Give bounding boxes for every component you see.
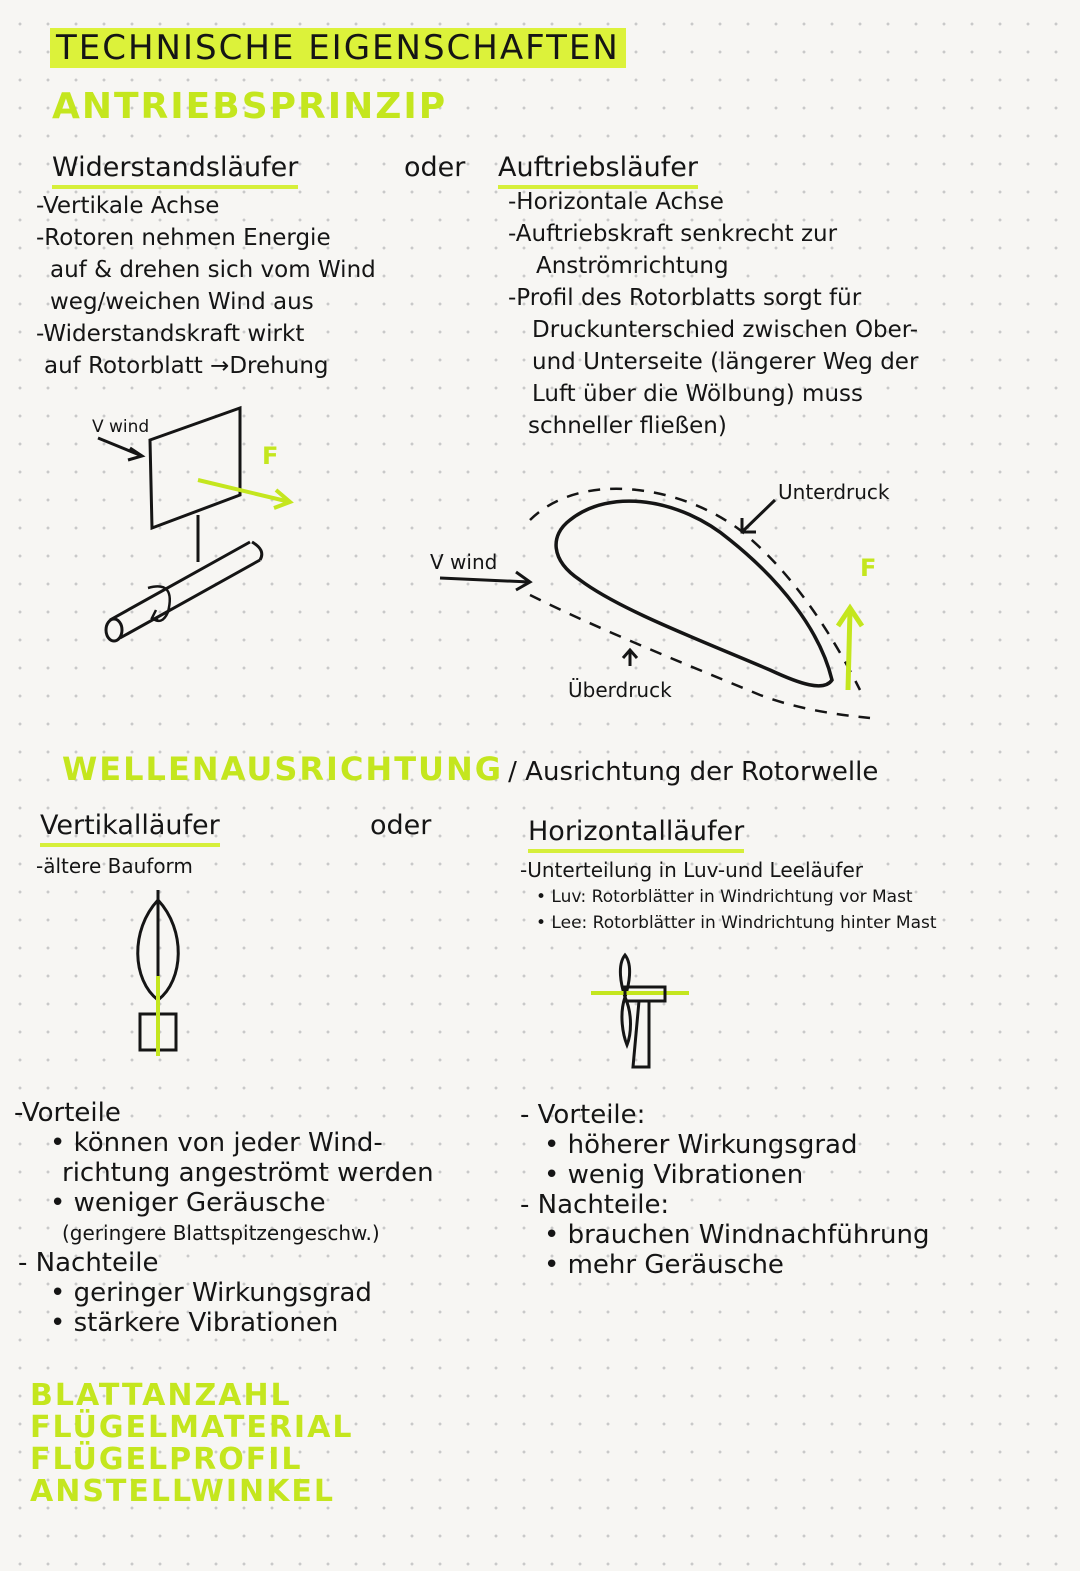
vertikallaeufer-note: -ältere Bauform (36, 854, 193, 878)
list-item: -Unterteilung in Luv-und Leeläufer (520, 858, 863, 882)
topic-fluegelprofil: FLÜGELPROFIL (30, 1442, 303, 1477)
list-item: • Luv: Rotorblätter in Windrichtung vor Mast (536, 887, 913, 907)
list-item: richtung angeströmt werden (62, 1158, 434, 1188)
list-item: -Profil des Rotorblatts sorgt für (508, 285, 862, 311)
list-item: Anströmrichtung (536, 253, 729, 279)
horizontallaeufer-notes (520, 856, 937, 936)
list-item: • wenig Vibrationen (544, 1160, 804, 1190)
list-item: - Nachteile: (520, 1190, 670, 1220)
list-item: Druckunterschied zwischen Ober- (532, 317, 919, 343)
section-heading-antriebsprinzip: ANTRIEBSPRINZIP (52, 86, 448, 127)
subheading-horizontallaeufer: Horizontalläufer (528, 816, 744, 853)
list-item: - Nachteile (18, 1248, 159, 1278)
unterdruck-label: Unterdruck (778, 480, 890, 504)
topic-fluegelmaterial: FLÜGELMATERIAL (30, 1410, 354, 1445)
subheading-auftriebslaeufer: Auftriebsläufer (498, 152, 698, 189)
list-item: • brauchen Windnachführung (544, 1220, 930, 1250)
widerstandslaeufer-points (36, 190, 376, 382)
ueberdruck-label: Überdruck (568, 678, 672, 702)
horizontallaeufer-pros-cons (520, 1100, 930, 1280)
list-item: -Horizontale Achse (508, 189, 724, 215)
list-item: weg/weichen Wind aus (50, 289, 314, 315)
list-item: -Rotoren nehmen Energie (36, 225, 331, 251)
list-item: Luft über die Wölbung) muss (532, 381, 863, 407)
subheading-widerstandslaeufer: Widerstandsläufer (52, 152, 298, 189)
horizontal-rotor-drawing (585, 945, 715, 1075)
vertical-rotor-drawing (110, 880, 210, 1070)
vertikallaeufer-pros-cons (14, 1098, 434, 1338)
list-item: • stärkere Vibrationen (50, 1308, 339, 1338)
force-label-right: F (860, 554, 879, 582)
connector-oder-2: oder (370, 810, 432, 841)
topic-blattanzahl: BLATTANZAHL (30, 1378, 292, 1413)
list-item: -Auftriebskraft senkrecht zur (508, 221, 838, 247)
wind-label-right: V wind (430, 550, 498, 574)
further-topics (30, 1380, 353, 1508)
topic-anstellwinkel: ANSTELLWINKEL (30, 1474, 336, 1509)
list-item: -Widerstandskraft wirkt (36, 321, 305, 347)
list-item: • weniger Geräusche (50, 1188, 326, 1218)
force-label-left: F (262, 442, 281, 470)
list-item: • geringer Wirkungsgrad (50, 1278, 372, 1308)
list-item: auf Rotorblatt →Drehung (44, 353, 329, 379)
list-item: schneller fließen) (528, 413, 727, 439)
page-title: TECHNISCHE EIGENSCHAFTEN (50, 28, 626, 68)
wind-label-left: V wind (92, 417, 150, 437)
list-item: auf & drehen sich vom Wind (50, 257, 376, 283)
list-item: und Unterseite (längerer Weg der (532, 349, 919, 375)
list-item: • höherer Wirkungsgrad (544, 1130, 858, 1160)
list-item: (geringere Blattspitzengeschw.) (62, 1221, 380, 1245)
list-item: - Vorteile: (520, 1100, 646, 1130)
list-item: • Lee: Rotorblätter in Windrichtung hinter Mast (536, 913, 937, 933)
section-heading-wellenausrichtung: WELLENAUSRICHTUNG / Ausrichtung der Rotorwelle (62, 750, 879, 788)
connector-oder-1: oder (404, 152, 466, 183)
list-item: • mehr Geräusche (544, 1250, 784, 1280)
list-item: -Vertikale Achse (36, 193, 220, 219)
auftriebslaeufer-points (508, 186, 918, 442)
subheading-vertikallaeufer: Vertikalläufer (40, 810, 220, 847)
list-item: • können von jeder Wind- (50, 1128, 383, 1158)
list-item: -Vorteile (14, 1098, 121, 1128)
